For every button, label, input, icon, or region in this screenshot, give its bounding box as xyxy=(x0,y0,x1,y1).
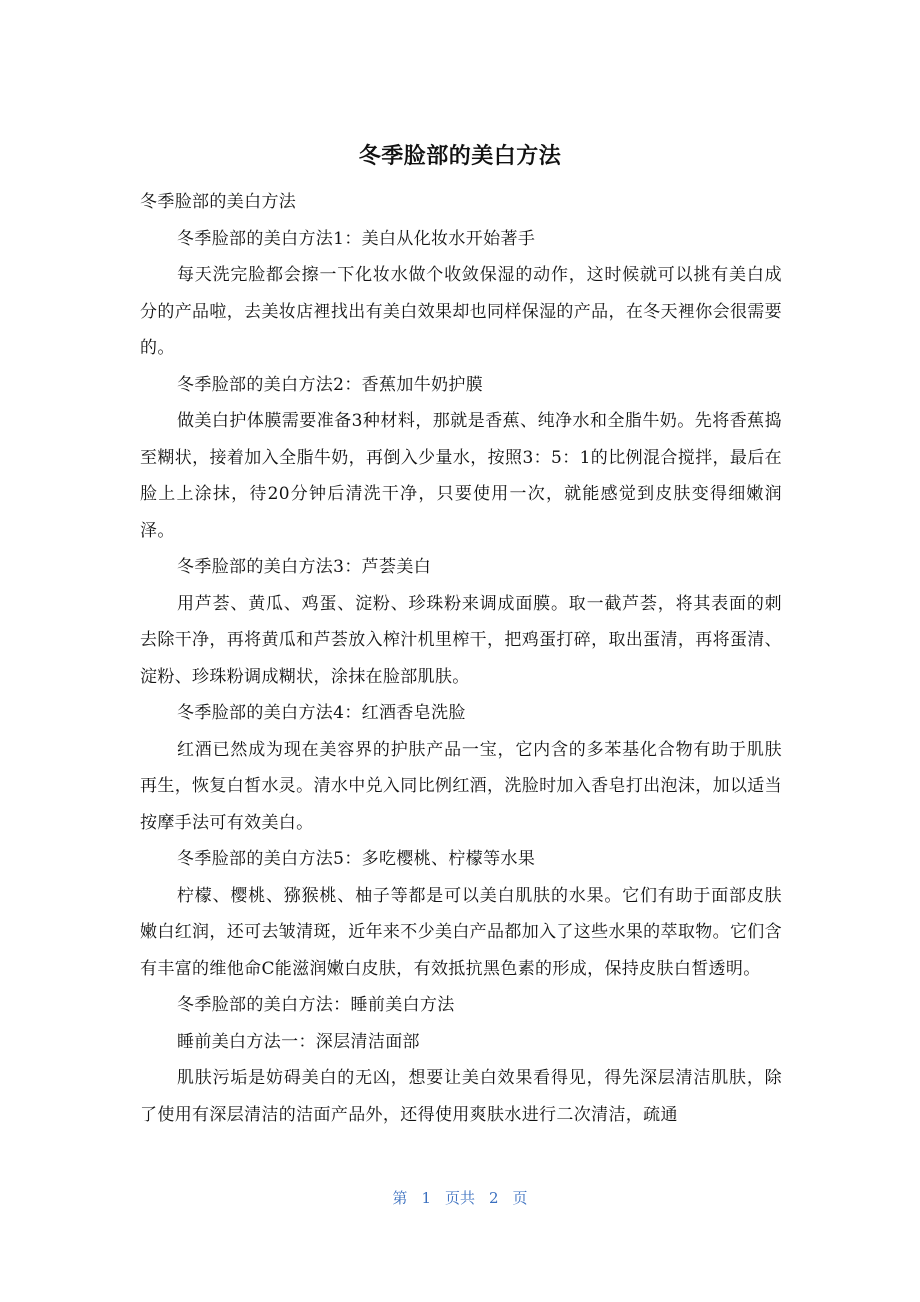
paragraph: 做美白护体膜需要准备3种材料，那就是香蕉、纯净水和全脂牛奶。先将香蕉捣至糊状，接着加入全脂牛奶，再倒入少量水，按照3：5：1的比例混合搅拌，最后在脸上上涂抹，待20分钟后清洗干净，只要使用一次，就能感觉到皮肤变得细嫩润泽。 xyxy=(140,411,782,541)
section-heading: 冬季脸部的美白方法3：芦荟美白 xyxy=(177,557,432,577)
section-heading: 冬季脸部的美白方法：睡前美白方法 xyxy=(177,995,455,1015)
paragraph: 用芦荟、黄瓜、鸡蛋、淀粉、珍珠粉来调成面膜。取一截芦荟，将其表面的刺去除干净，再将黄瓜和芦荟放入榨汁机里榨干，把鸡蛋打碎，取出蛋清，再将蛋清、淀粉、珍珠粉调成糊状，涂抹在脸部肌肤。 xyxy=(140,593,782,687)
section-heading: 冬季脸部的美白方法2：香蕉加牛奶护膜 xyxy=(177,374,484,395)
paragraph: 每天洗完脸都会擦一下化妆水做个收敛保湿的动作，这时候就可以挑有美白成分的产品啦，去美妆店裡找出有美白效果却也同样保湿的产品，在冬天裡你会很需要的。 xyxy=(140,265,782,358)
current-page-number: 1 xyxy=(421,1189,431,1207)
document-body xyxy=(140,184,782,1133)
document-title: 冬季脸部的美白方法 xyxy=(358,144,562,169)
footer-prefix: 第 xyxy=(392,1189,408,1207)
page-number-footer xyxy=(0,1186,920,1210)
paragraph: 冬季脸部的美白方法 xyxy=(140,192,297,212)
section-heading: 冬季脸部的美白方法4：红酒香皂洗脸 xyxy=(177,703,466,723)
paragraph: 红酒已然成为现在美容界的护肤产品一宝，它内含的多苯基化合物有助于肌肤再生，恢复白皙水灵。清水中兑入同比例红酒，洗脸时加入香皂打出泡沫，加以适当按摩手法可有效美白。 xyxy=(140,739,782,833)
total-pages-number: 2 xyxy=(489,1189,499,1207)
footer-middle: 页共 xyxy=(444,1189,475,1207)
section-heading: 冬季脸部的美白方法1：美白从化妆水开始著手 xyxy=(177,228,536,249)
paragraph: 柠檬、樱桃、猕猴桃、柚子等都是可以美白肌肤的水果。它们有助于面部皮肤嫩白红润，还可去皱清斑，近年来不少美白产品都加入了这些水果的萃取物。它们含有丰富的维他命C能滋润嫩白皮肤，有效抵抗黑色素的形成，保持皮肤白皙透明。 xyxy=(140,885,782,979)
footer-suffix: 页 xyxy=(512,1189,528,1207)
section-heading: 冬季脸部的美白方法5：多吃樱桃、柠檬等水果 xyxy=(177,849,536,869)
paragraph: 肌肤污垢是妨碍美白的无凶，想要让美白效果看得见，得先深层清洁肌肤，除了使用有深层清洁的洁面产品外，还得使用爽肤水进行二次清洁，疏通 xyxy=(140,1068,782,1125)
section-heading: 睡前美白方法一：深层清洁面部 xyxy=(177,1031,420,1052)
